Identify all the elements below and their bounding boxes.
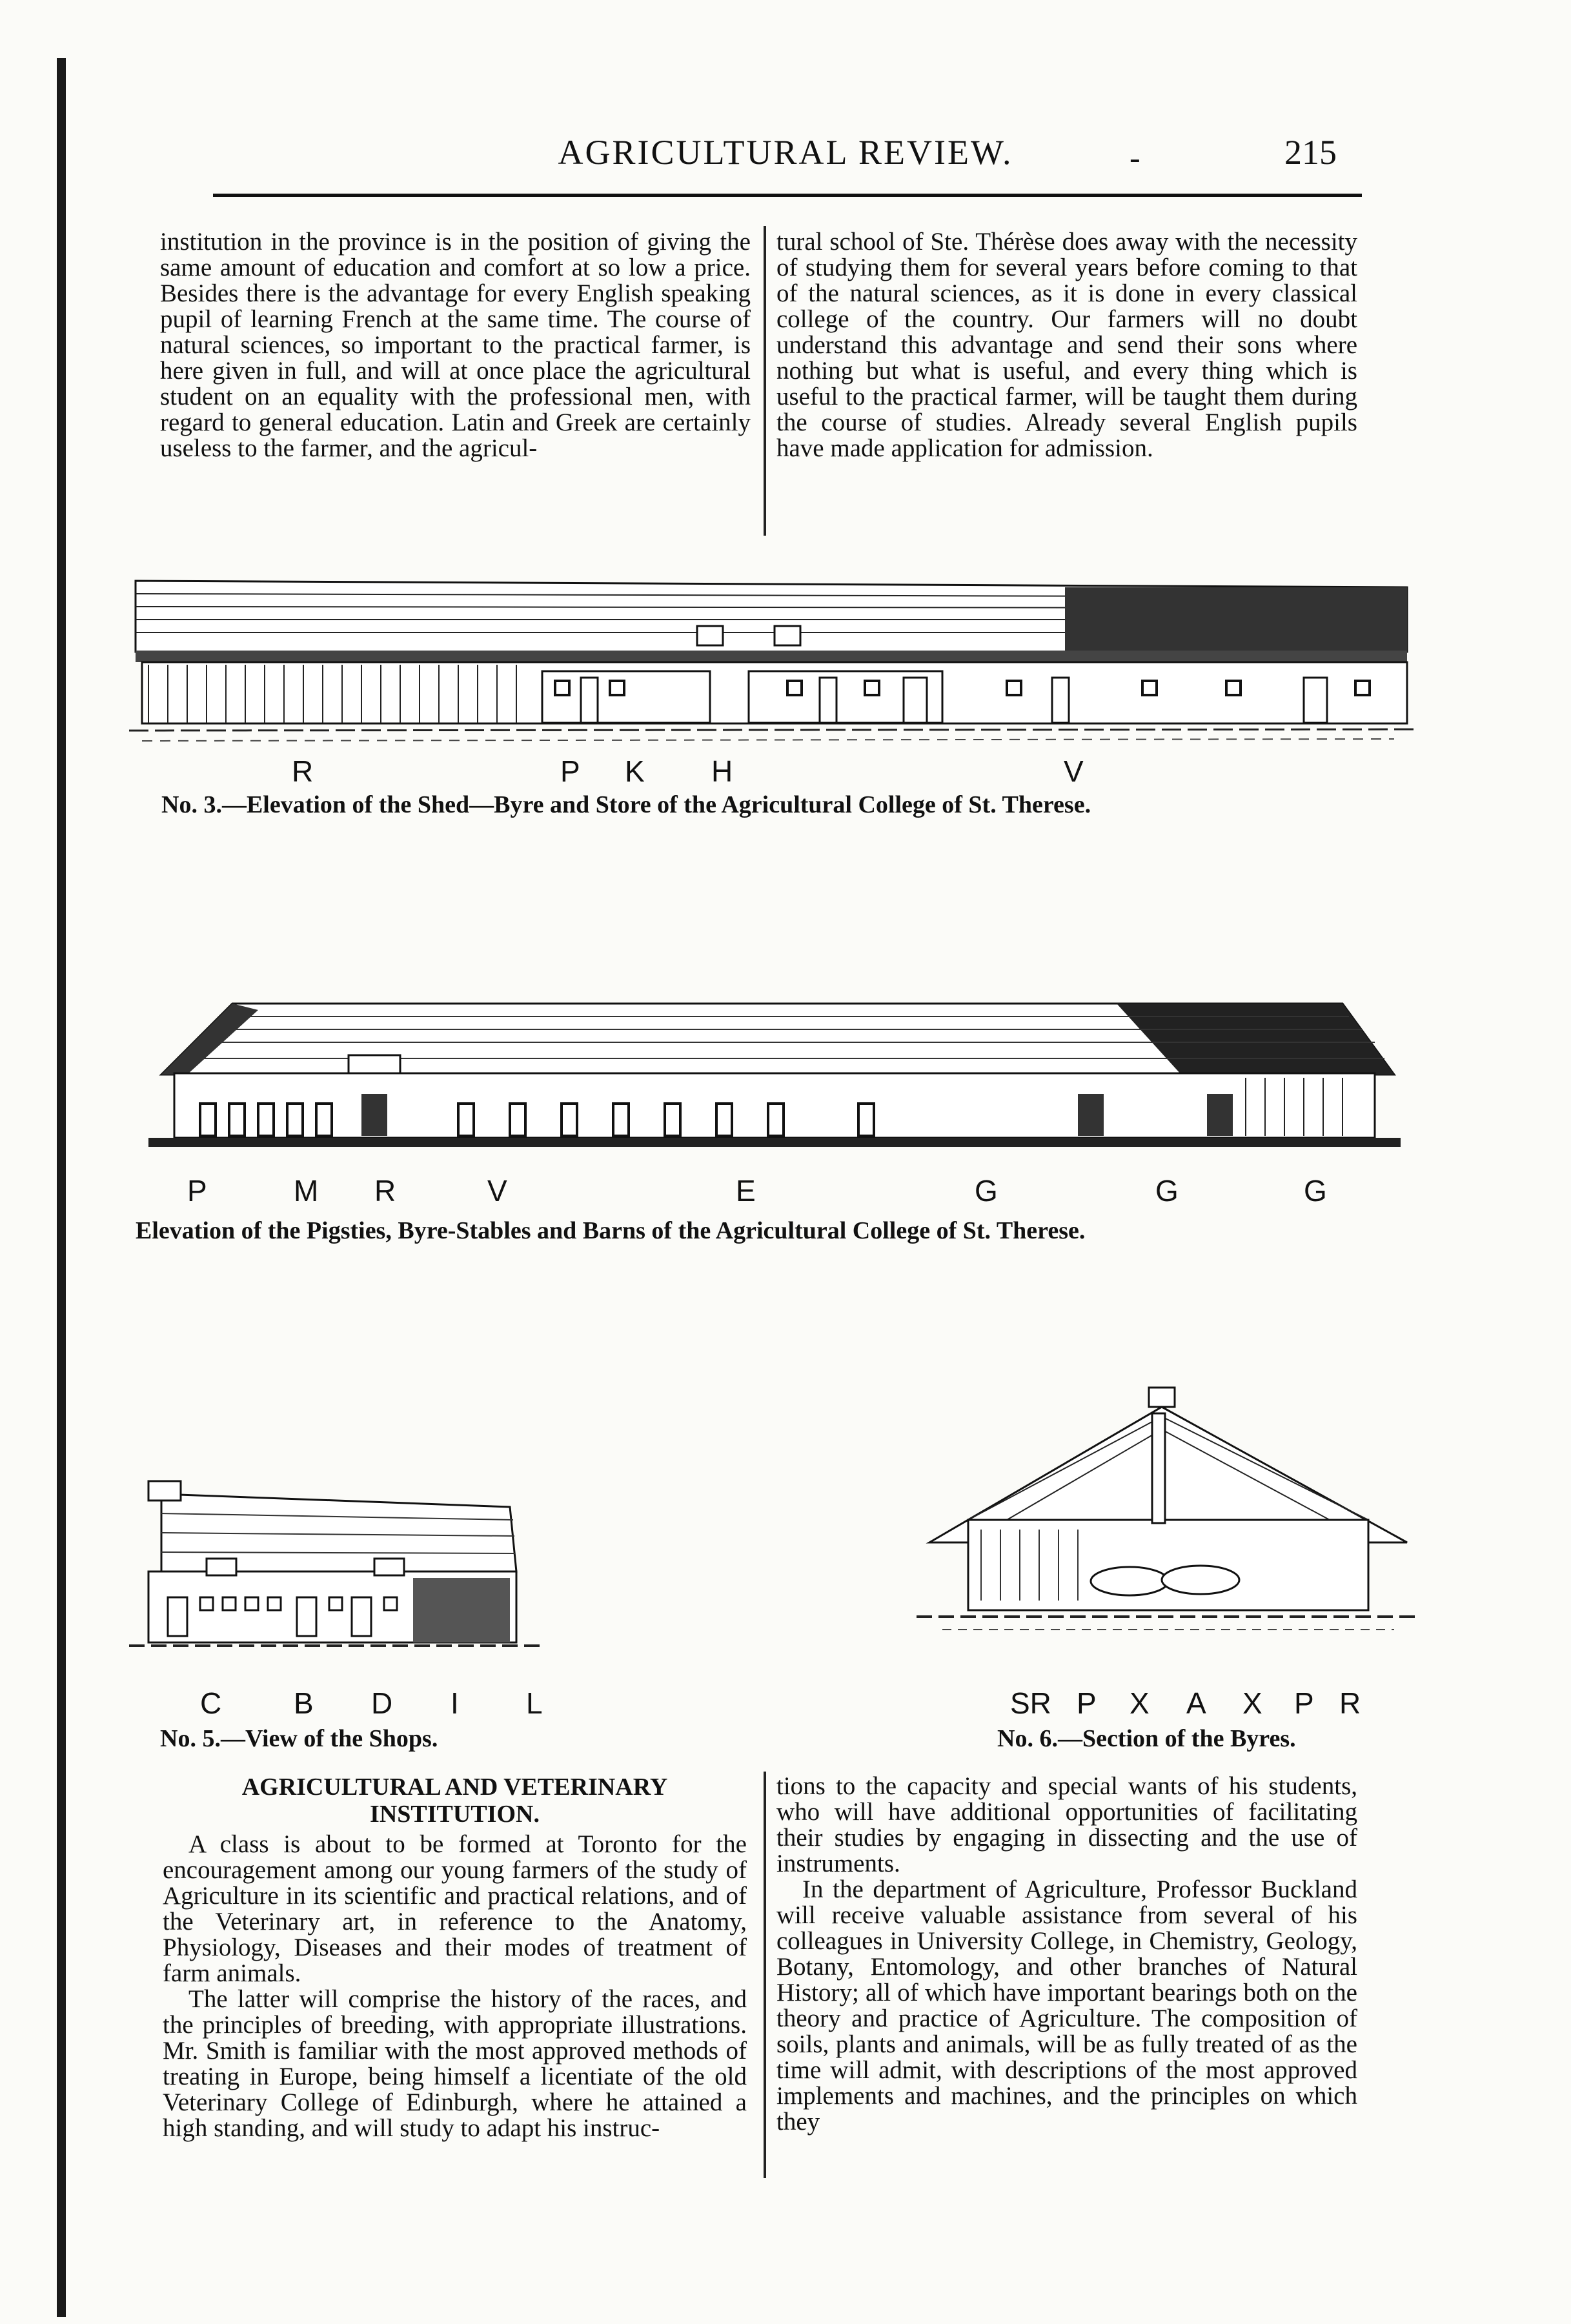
figure-pigsties-elevation xyxy=(148,991,1401,1158)
top-left-paragraph: institution in the province is in the position of giving the same amount of education and comfort at so low a price. Besides there is the advantage for every English speaking pupil of learning French at the same time. The course of natural sciences, so important to the practical farmer, is here given in full, and will at once place the agricultural student on an equality with the professional men, with regard to general education. Latin and Greek are certainly useless to the farmer, and the agricul- xyxy=(160,228,751,462)
column-divider-top xyxy=(764,226,766,536)
bottom-left-column xyxy=(163,1773,747,2141)
fig3-letter: P xyxy=(560,754,580,788)
column-divider-bottom xyxy=(764,1772,766,2178)
fig5-letter: I xyxy=(451,1686,459,1720)
fig3-letter: R xyxy=(292,754,314,788)
fig6-letter: P xyxy=(1077,1686,1097,1720)
top-left-column xyxy=(160,229,751,461)
bottom-right-paragraph: tions to the capacity and special wants of his students, who will have additional opportunities of facilitating their studies by engaging in dissecting and the use of instruments. xyxy=(776,1772,1357,1877)
fig6-letter: X xyxy=(1242,1686,1262,1720)
top-right-paragraph: tural school of Ste. Thérèse does away with the necessity of studying them for several years before coming to that of the natural sciences, as it is done in every classical college of the country. Our farmers will no doubt understand this advantage and send their sons where nothing but what is useful, and every thing which is useful to the practical farmer, will be taught them during the course of studies. Already several English pupils have made application for admission. xyxy=(776,228,1357,462)
section-title: AGRICULTURAL AND VETERINARY INSTITUTION. xyxy=(241,1773,668,1828)
fig4-letter: M xyxy=(294,1174,319,1207)
fig5-letter: L xyxy=(526,1686,543,1720)
figure-caption: No. 3.—Elevation of the Shed—Byre and Store of the Agricultural College of St. Therese. xyxy=(161,791,1091,818)
fig4-letter: P xyxy=(187,1174,207,1207)
header-rule xyxy=(213,194,1362,197)
fig4-letter: E xyxy=(736,1174,756,1207)
figure-shops-view xyxy=(129,1475,542,1659)
page-binding-edge xyxy=(57,58,66,2317)
top-right-column xyxy=(776,229,1357,461)
running-header: AGRICULTURAL REVIEW. xyxy=(558,133,1013,172)
bottom-left-paragraph: The latter will comprise the history of the races, and the principles of breeding, with appropriate illustrations. Mr. Smith is familiar with the most approved methods of treating in Europe, being himself a licentiate of the old Veterinary College of Edinburgh, where he attained a high standing, and will study to adapt his instruc- xyxy=(163,1985,747,2142)
fig4-letter: G xyxy=(975,1174,998,1207)
fig3-letter: K xyxy=(625,754,645,788)
fig4-letter: G xyxy=(1155,1174,1179,1207)
fig4-letter: G xyxy=(1304,1174,1327,1207)
figure-shed-elevation xyxy=(129,568,1414,749)
figure-caption: No. 5.—View of the Shops. xyxy=(160,1725,438,1752)
fig5-letter: B xyxy=(294,1686,314,1720)
bottom-left-paragraph: A class is about to be formed at Toronto for the encouragement among our young farmers of the study of Agriculture in its scientific and practical relations, and of the Veterinary art, in reference to the Anatomy, Physiology, Diseases and their modes of treatment of farm animals. xyxy=(163,1830,747,1987)
fig6-letter: P xyxy=(1294,1686,1314,1720)
fig5-letter: D xyxy=(371,1686,393,1720)
bottom-right-paragraph: In the department of Agriculture, Professor Buckland will receive valuable assistance from several of his colleagues in University College, in Chemistry, Geology, Botany, Entomology, and other branches of Natural History; all of which have important bearings both on the theory and practice of Agriculture. The composition of soils, plants and animals, will be as fully treated of as the time will admit, with descriptions of the most approved implements and machines, and the principles on which they xyxy=(776,1875,1357,2136)
fig5-letter: C xyxy=(200,1686,222,1720)
fig6-letter: SR xyxy=(1010,1686,1051,1720)
fig4-letter: R xyxy=(374,1174,396,1207)
figure-byres-section xyxy=(917,1375,1420,1659)
fig6-letter: X xyxy=(1130,1686,1150,1720)
fig6-letter: A xyxy=(1186,1686,1206,1720)
page-number: 215 xyxy=(1284,133,1337,172)
fig4-letter: V xyxy=(487,1174,507,1207)
figure-caption: No. 6.—Section of the Byres. xyxy=(997,1725,1296,1752)
header-dash: - xyxy=(1130,139,1140,176)
fig6-letter: R xyxy=(1339,1686,1361,1720)
figure-caption: Elevation of the Pigsties, Byre-Stables and Barns of the Agricultural College of St. Therese. xyxy=(136,1217,1086,1244)
fig3-letter: H xyxy=(711,754,733,788)
bottom-right-column xyxy=(776,1773,1357,2135)
fig3-letter: V xyxy=(1064,754,1084,788)
